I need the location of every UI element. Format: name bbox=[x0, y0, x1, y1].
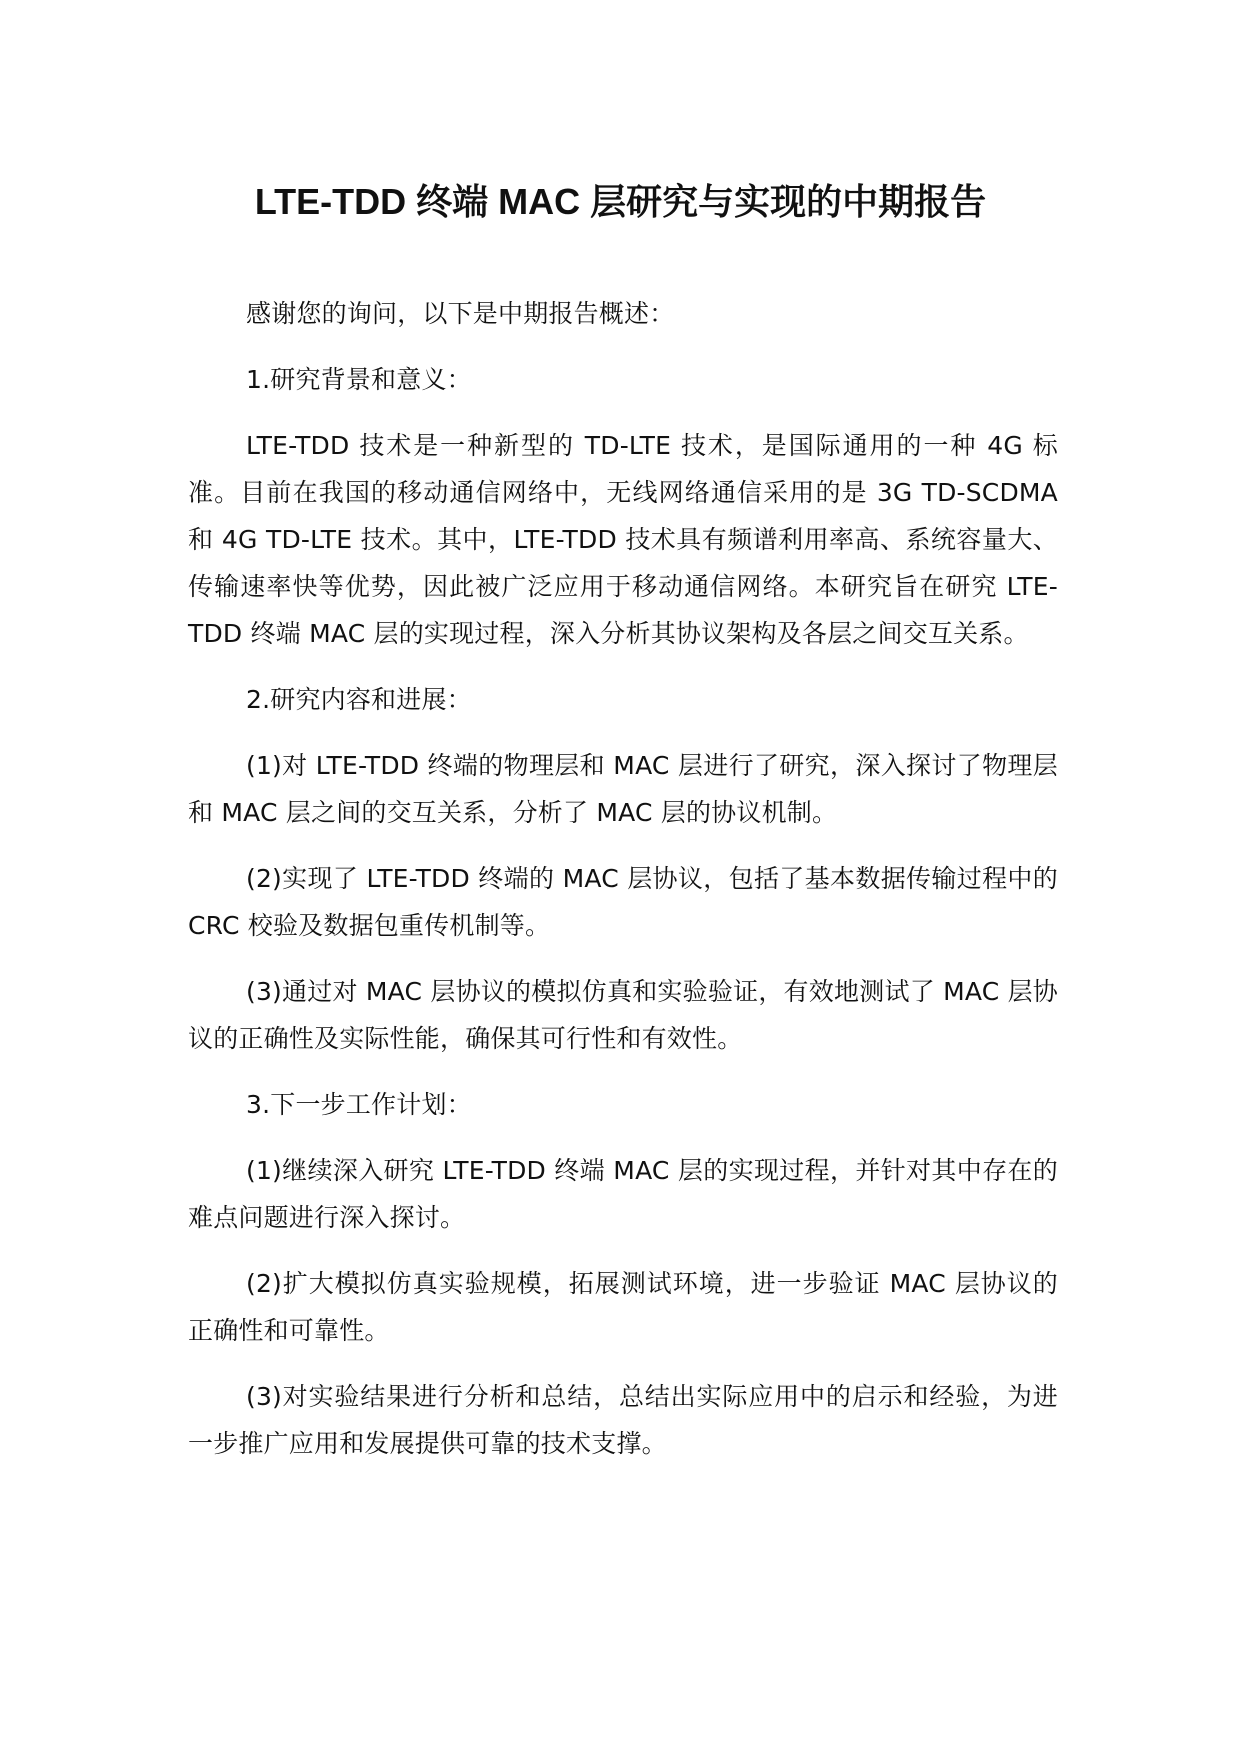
plan-item-2: (2)扩大模拟仿真实验规模，拓展测试环境，进一步验证 MAC 层协议的正确性和可靠性。 bbox=[188, 1269, 1058, 1345]
document-body bbox=[188, 290, 1058, 1486]
progress-item-1: (1)对 LTE-TDD 终端的物理层和 MAC 层进行了研究，深入探讨了物理层和 MAC 层之间的交互关系，分析了 MAC 层的协议机制。 bbox=[188, 751, 1058, 827]
background-paragraph: LTE-TDD 技术是一种新型的 TD-LTE 技术，是国际通用的一种 4G 标准。目前在我国的移动通信网络中，无线网络通信采用的是 3G TD-SCDMA 和 4G TD-LTE 技术。其中，LTE-TDD 技术具有频谱利用率高、系统容量大、传输速率快等优势，因此被广泛应用于移动通信网络。本研究旨在研究 LTE-TDD 终端 MAC 层的实现过程，深入分析其协议架构及各层之间交互关系。 bbox=[188, 431, 1058, 648]
intro-paragraph: 感谢您的询问，以下是中期报告概述： bbox=[246, 299, 675, 328]
section-heading-background: 1.研究背景和意义： bbox=[246, 365, 472, 394]
progress-item-3: (3)通过对 MAC 层协议的模拟仿真和实验验证，有效地测试了 MAC 层协议的正确性及实际性能，确保其可行性和有效性。 bbox=[188, 977, 1058, 1053]
progress-item-2: (2)实现了 LTE-TDD 终端的 MAC 层协议，包括了基本数据传输过程中的 CRC 校验及数据包重传机制等。 bbox=[188, 864, 1058, 940]
plan-item-3: (3)对实验结果进行分析和总结，总结出实际应用中的启示和经验，为进一步推广应用和发展提供可靠的技术支撑。 bbox=[188, 1382, 1058, 1458]
document-title: LTE-TDD 终端 MAC 层研究与实现的中期报告 bbox=[254, 181, 987, 222]
section-heading-plan: 3.下一步工作计划： bbox=[246, 1090, 472, 1119]
plan-item-1: (1)继续深入研究 LTE-TDD 终端 MAC 层的实现过程，并针对其中存在的难点问题进行深入探讨。 bbox=[188, 1156, 1058, 1232]
section-heading-progress: 2.研究内容和进展： bbox=[246, 685, 472, 714]
